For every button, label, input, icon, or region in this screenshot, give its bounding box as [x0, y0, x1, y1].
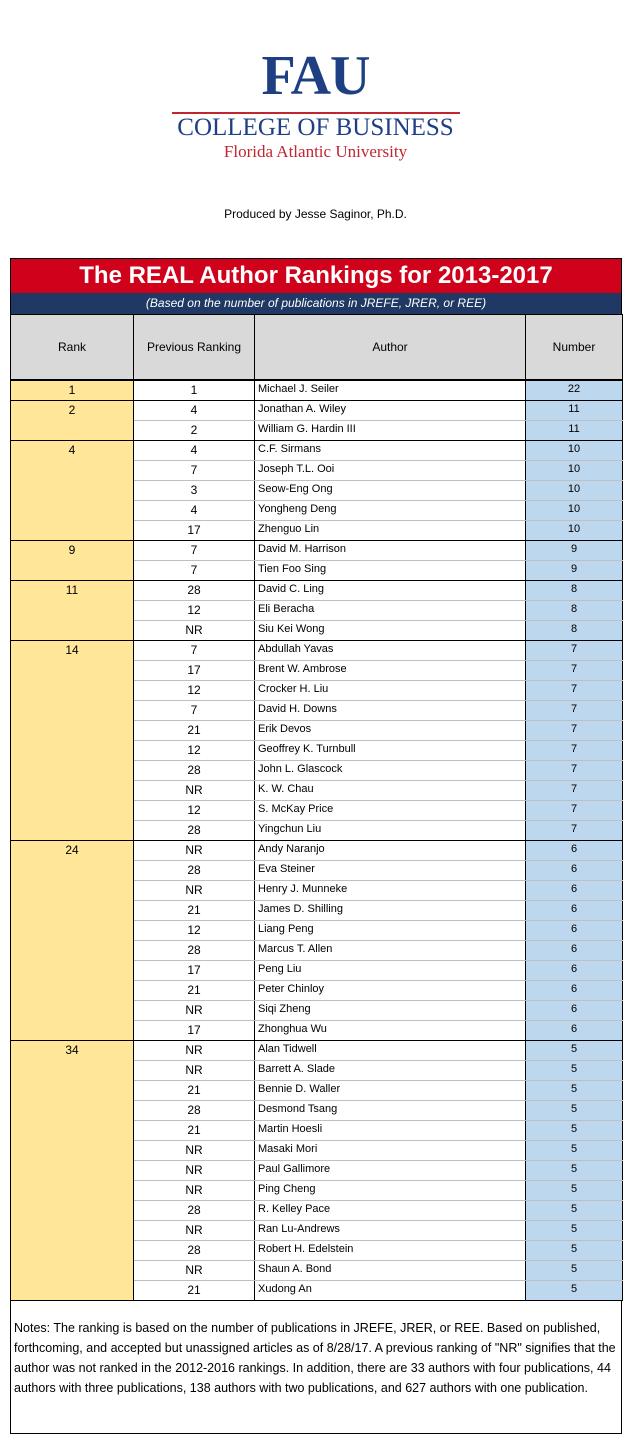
author-cell: David C. Ling	[255, 581, 526, 601]
logo-college: COLLEGE OF BUSINESS	[177, 114, 454, 141]
number-cell: 7	[526, 681, 623, 701]
author-cell: Seow-Eng Ong	[255, 481, 526, 501]
previous-ranking-cell: 7	[134, 701, 255, 721]
table-row	[11, 641, 623, 661]
table-row	[11, 401, 623, 421]
previous-ranking-cell: 7	[134, 461, 255, 481]
previous-ranking-cell: 12	[134, 921, 255, 941]
previous-ranking-cell: 28	[134, 1101, 255, 1121]
previous-ranking-cell: 4	[134, 501, 255, 521]
previous-ranking-cell: 4	[134, 441, 255, 461]
author-cell: Jonathan A. Wiley	[255, 401, 526, 421]
previous-ranking-cell: 17	[134, 661, 255, 681]
number-cell: 7	[526, 821, 623, 841]
author-cell: Crocker H. Liu	[255, 681, 526, 701]
rankings-table	[10, 314, 623, 1301]
number-cell: 5	[526, 1281, 623, 1301]
author-cell: Masaki Mori	[255, 1141, 526, 1161]
logo-university: Florida Atlantic University	[223, 142, 408, 161]
number-cell: 6	[526, 941, 623, 961]
previous-ranking-cell: 21	[134, 901, 255, 921]
author-cell: Ping Cheng	[255, 1181, 526, 1201]
author-cell: Martin Hoesli	[255, 1121, 526, 1141]
previous-ranking-cell: 21	[134, 1081, 255, 1101]
number-cell: 5	[526, 1241, 623, 1261]
previous-ranking-cell: 28	[134, 1201, 255, 1221]
number-cell: 7	[526, 701, 623, 721]
author-cell: Desmond Tsang	[255, 1101, 526, 1121]
previous-ranking-cell: 28	[134, 941, 255, 961]
table-row	[11, 1041, 623, 1061]
rankings-body	[11, 380, 623, 1301]
page-title: The REAL Author Rankings for 2013-2017	[11, 259, 621, 293]
number-cell: 5	[526, 1221, 623, 1241]
previous-ranking-cell: NR	[134, 1261, 255, 1281]
number-cell: 5	[526, 1081, 623, 1101]
previous-ranking-cell: 3	[134, 481, 255, 501]
previous-ranking-cell: 28	[134, 821, 255, 841]
number-cell: 7	[526, 721, 623, 741]
previous-ranking-cell: NR	[134, 841, 255, 861]
number-cell: 5	[526, 1121, 623, 1141]
number-cell: 6	[526, 1001, 623, 1021]
number-cell: 6	[526, 841, 623, 861]
previous-ranking-cell: 21	[134, 721, 255, 741]
author-cell: Liang Peng	[255, 921, 526, 941]
previous-ranking-cell: NR	[134, 1001, 255, 1021]
previous-ranking-cell: 12	[134, 601, 255, 621]
author-cell: Henry J. Munneke	[255, 881, 526, 901]
number-cell: 8	[526, 581, 623, 601]
author-cell: Abdullah Yavas	[255, 641, 526, 661]
number-cell: 7	[526, 641, 623, 661]
author-cell: Zhonghua Wu	[255, 1021, 526, 1041]
rank-cell: 24	[11, 841, 134, 1041]
table-row	[11, 380, 623, 401]
previous-ranking-cell: 21	[134, 981, 255, 1001]
number-cell: 5	[526, 1101, 623, 1121]
previous-ranking-cell: 4	[134, 401, 255, 421]
rank-cell: 11	[11, 581, 134, 641]
previous-ranking-cell: 28	[134, 581, 255, 601]
table-row	[11, 441, 623, 461]
author-cell: David H. Downs	[255, 701, 526, 721]
author-cell: Robert H. Edelstein	[255, 1241, 526, 1261]
number-cell: 11	[526, 401, 623, 421]
previous-ranking-cell: NR	[134, 1041, 255, 1061]
rank-cell: 9	[11, 541, 134, 581]
author-cell: C.F. Sirmans	[255, 441, 526, 461]
previous-ranking-cell: 12	[134, 741, 255, 761]
number-cell: 5	[526, 1061, 623, 1081]
previous-ranking-cell: 21	[134, 1121, 255, 1141]
number-cell: 22	[526, 380, 623, 401]
number-cell: 7	[526, 741, 623, 761]
previous-ranking-cell: 17	[134, 1021, 255, 1041]
author-cell: Geoffrey K. Turnbull	[255, 741, 526, 761]
number-cell: 7	[526, 781, 623, 801]
author-cell: K. W. Chau	[255, 781, 526, 801]
previous-ranking-cell: 28	[134, 861, 255, 881]
author-cell: Eva Steiner	[255, 861, 526, 881]
previous-ranking-cell: NR	[134, 621, 255, 641]
producer-credit: Produced by Jesse Saginor, Ph.D.	[224, 207, 407, 221]
author-cell: Siu Kei Wong	[255, 621, 526, 641]
number-cell: 10	[526, 481, 623, 501]
previous-ranking-cell: 7	[134, 561, 255, 581]
previous-ranking-cell: 7	[134, 641, 255, 661]
author-cell: Siqi Zheng	[255, 1001, 526, 1021]
rank-cell: 4	[11, 441, 134, 541]
author-cell: Erik Devos	[255, 721, 526, 741]
number-cell: 6	[526, 901, 623, 921]
author-cell: Alan Tidwell	[255, 1041, 526, 1061]
author-cell: Michael J. Seiler	[255, 380, 526, 401]
number-cell: 8	[526, 601, 623, 621]
previous-ranking-cell: NR	[134, 1161, 255, 1181]
previous-ranking-cell: 2	[134, 421, 255, 441]
author-cell: Paul Gallimore	[255, 1161, 526, 1181]
previous-ranking-cell: 12	[134, 801, 255, 821]
table-header-row	[11, 315, 623, 381]
column-header-rank: Rank	[11, 315, 134, 381]
previous-ranking-cell: NR	[134, 1181, 255, 1201]
column-header-number: Number	[526, 315, 623, 381]
number-cell: 9	[526, 541, 623, 561]
author-cell: Andy Naranjo	[255, 841, 526, 861]
author-cell: S. McKay Price	[255, 801, 526, 821]
number-cell: 10	[526, 461, 623, 481]
author-cell: David M. Harrison	[255, 541, 526, 561]
page-subtitle: (Based on the number of publications in JREFE, JRER, or REE)	[11, 293, 621, 314]
number-cell: 6	[526, 861, 623, 881]
number-cell: 5	[526, 1201, 623, 1221]
table-row	[11, 541, 623, 561]
number-cell: 10	[526, 501, 623, 521]
previous-ranking-cell: NR	[134, 1141, 255, 1161]
author-cell: John L. Glascock	[255, 761, 526, 781]
author-cell: Yingchun Liu	[255, 821, 526, 841]
fau-logo	[0, 0, 631, 190]
previous-ranking-cell: 7	[134, 541, 255, 561]
author-cell: Xudong An	[255, 1281, 526, 1301]
author-cell: James D. Shilling	[255, 901, 526, 921]
author-cell: Joseph T.L. Ooi	[255, 461, 526, 481]
rank-cell: 2	[11, 401, 134, 441]
number-cell: 6	[526, 1021, 623, 1041]
number-cell: 5	[526, 1041, 623, 1061]
number-cell: 10	[526, 441, 623, 461]
number-cell: 5	[526, 1261, 623, 1281]
number-cell: 5	[526, 1181, 623, 1201]
author-cell: Peng Liu	[255, 961, 526, 981]
previous-ranking-cell: 28	[134, 1241, 255, 1261]
previous-ranking-cell: NR	[134, 1061, 255, 1081]
author-cell: Peter Chinloy	[255, 981, 526, 1001]
rank-cell: 34	[11, 1041, 134, 1301]
number-cell: 11	[526, 421, 623, 441]
notes-text: Notes: The ranking is based on the number of publications in JREFE, JRER, or REE. Based on published, forthcoming, and accepted but unassigned articles as of 8/28/17. A previous ranking of "NR" signifies that the author was not ranked in the 2012-2016 rankings. In addition, there are 33 authors with four publications, 44 authors with three publications, 138 authors with two publications, and 627 authors with one publication.	[14, 1321, 616, 1395]
rank-cell: 14	[11, 641, 134, 841]
number-cell: 7	[526, 761, 623, 781]
number-cell: 6	[526, 881, 623, 901]
number-cell: 7	[526, 661, 623, 681]
number-cell: 6	[526, 921, 623, 941]
number-cell: 5	[526, 1141, 623, 1161]
number-cell: 7	[526, 801, 623, 821]
previous-ranking-cell: 1	[134, 380, 255, 401]
previous-ranking-cell: NR	[134, 781, 255, 801]
author-cell: Barrett A. Slade	[255, 1061, 526, 1081]
number-cell: 8	[526, 621, 623, 641]
author-cell: Brent W. Ambrose	[255, 661, 526, 681]
column-header-author: Author	[255, 315, 526, 381]
author-cell: R. Kelley Pace	[255, 1201, 526, 1221]
author-cell: Ran Lu-Andrews	[255, 1221, 526, 1241]
previous-ranking-cell: NR	[134, 881, 255, 901]
author-cell: Bennie D. Waller	[255, 1081, 526, 1101]
author-cell: Eli Beracha	[255, 601, 526, 621]
column-header-previous-ranking: Previous Ranking	[134, 315, 255, 381]
previous-ranking-cell: 21	[134, 1281, 255, 1301]
author-cell: William G. Hardin III	[255, 421, 526, 441]
previous-ranking-cell: 17	[134, 521, 255, 541]
previous-ranking-cell: NR	[134, 1221, 255, 1241]
author-cell: Yongheng Deng	[255, 501, 526, 521]
previous-ranking-cell: 28	[134, 761, 255, 781]
table-row	[11, 841, 623, 861]
table-row	[11, 581, 623, 601]
author-cell: Tien Foo Sing	[255, 561, 526, 581]
logo-wordmark: FAU	[261, 45, 370, 107]
number-cell: 10	[526, 521, 623, 541]
number-cell: 5	[526, 1161, 623, 1181]
author-cell: Marcus T. Allen	[255, 941, 526, 961]
previous-ranking-cell: 12	[134, 681, 255, 701]
author-cell: Zhenguo Lin	[255, 521, 526, 541]
rank-cell: 1	[11, 380, 134, 401]
author-cell: Shaun A. Bond	[255, 1261, 526, 1281]
number-cell: 9	[526, 561, 623, 581]
number-cell: 6	[526, 981, 623, 1001]
number-cell: 6	[526, 961, 623, 981]
previous-ranking-cell: 17	[134, 961, 255, 981]
